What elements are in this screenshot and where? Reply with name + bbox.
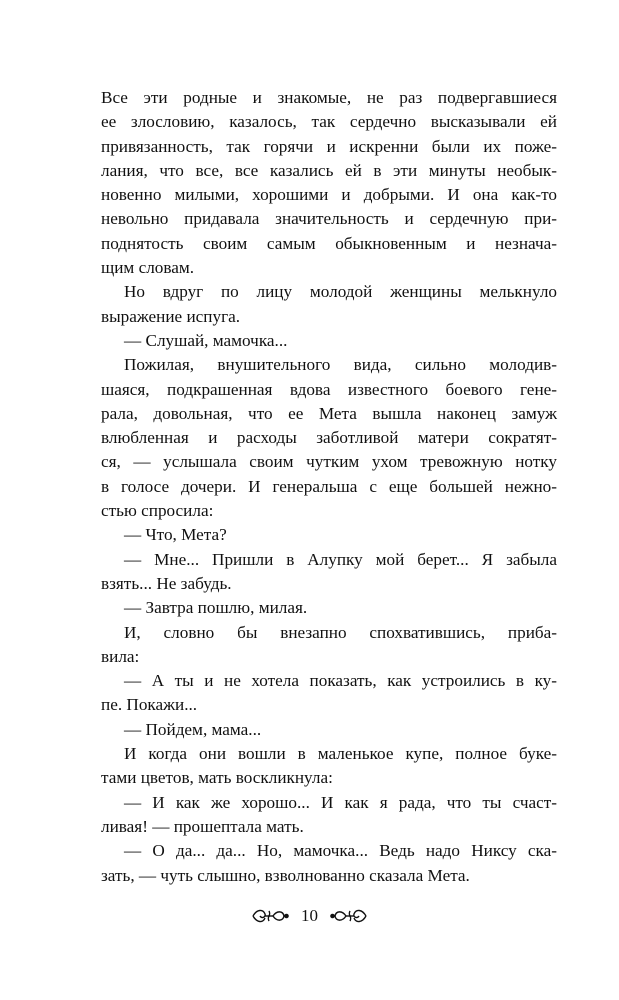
text-line: И когда они вошли в маленькое купе, полное буке- xyxy=(124,744,557,764)
paragraph xyxy=(101,523,557,547)
text-line: тами цветов, мать воскликнула: xyxy=(101,768,333,788)
text-line: вила: xyxy=(101,646,140,666)
text-line: поднятость своим самым обыкновенным и незнача- xyxy=(101,233,557,253)
text-line: — Слушай, мамочка... xyxy=(124,330,288,350)
page-footer xyxy=(0,905,619,927)
text-line: щим словам. xyxy=(101,258,195,278)
page-body xyxy=(101,86,557,888)
paragraph xyxy=(101,669,557,718)
text-line: привязанность, так горячи и искренни были их поже- xyxy=(101,136,557,156)
text-line: Пожилая, внушительного вида, сильно молодив- xyxy=(124,355,557,375)
paragraph xyxy=(101,353,557,523)
text-line: — А ты и не хотела показать, как устроились в ку- xyxy=(124,671,557,691)
paragraph xyxy=(101,329,557,353)
paragraph xyxy=(101,548,557,597)
paragraph xyxy=(101,742,557,791)
text-line: — Завтра пошлю, милая. xyxy=(124,598,308,618)
text-line: взять... Не забудь. xyxy=(101,573,232,593)
page-number: 10 xyxy=(301,906,318,925)
text-line: влюбленная и расходы заботливой матери сократят- xyxy=(101,428,557,448)
text-line: невольно придавала значительность и сердечную при- xyxy=(101,209,557,229)
paragraph xyxy=(101,86,557,280)
text-line: Все эти родные и знакомые, не раз подвергавшиеся xyxy=(101,88,557,107)
paragraph xyxy=(101,791,557,840)
text-line: шаяся, подкрашенная вдова известного боевого гене- xyxy=(101,379,557,399)
text-line: зать, — чуть слышно, взволнованно сказала Мета. xyxy=(101,865,470,885)
paragraph xyxy=(101,280,557,329)
text-line: Но вдруг по лицу молодой женщины мелькнуло xyxy=(124,282,557,302)
left-ornament-icon xyxy=(251,905,289,927)
text-line: ливая! — прошептала мать. xyxy=(101,816,304,836)
text-line: — Пойдем, мама... xyxy=(124,719,262,739)
text-line: — О да... да... Но, мамочка... Ведь надо Никсу ска- xyxy=(124,841,557,861)
text-line: — Мне... Пришли в Алупку мой берет... Я забыла xyxy=(124,549,557,569)
text-line: пе. Покажи... xyxy=(101,695,198,715)
text-line: лания, что все, все казались ей в эти минуты необык- xyxy=(101,160,557,180)
text-line: — Что, Мета? xyxy=(124,525,227,545)
text-line: И, словно бы внезапно спохватившись, приба- xyxy=(124,622,557,642)
paragraph xyxy=(101,839,557,888)
text-line: выражение испуга. xyxy=(101,306,241,326)
text-line: стью спросила: xyxy=(101,501,214,521)
text-line: ся, — услышала своим чутким ухом тревожную нотку xyxy=(101,452,557,472)
text-line: новенно милыми, хорошими и добрыми. И она как-то xyxy=(101,185,557,205)
text-line: — И как же хорошо... И как я рада, что ты счаст- xyxy=(124,792,557,812)
paragraph xyxy=(101,621,557,670)
paragraph xyxy=(101,718,557,742)
text-line: рала, довольная, что ее Мета вышла наконец замуж xyxy=(101,403,557,423)
paragraph xyxy=(101,596,557,620)
right-ornament-icon xyxy=(330,905,368,927)
text-line: ее злословию, казалось, так сердечно высказывали ей xyxy=(101,112,557,132)
text-line: в голосе дочери. И генеральша с еще большей нежно- xyxy=(101,476,557,496)
